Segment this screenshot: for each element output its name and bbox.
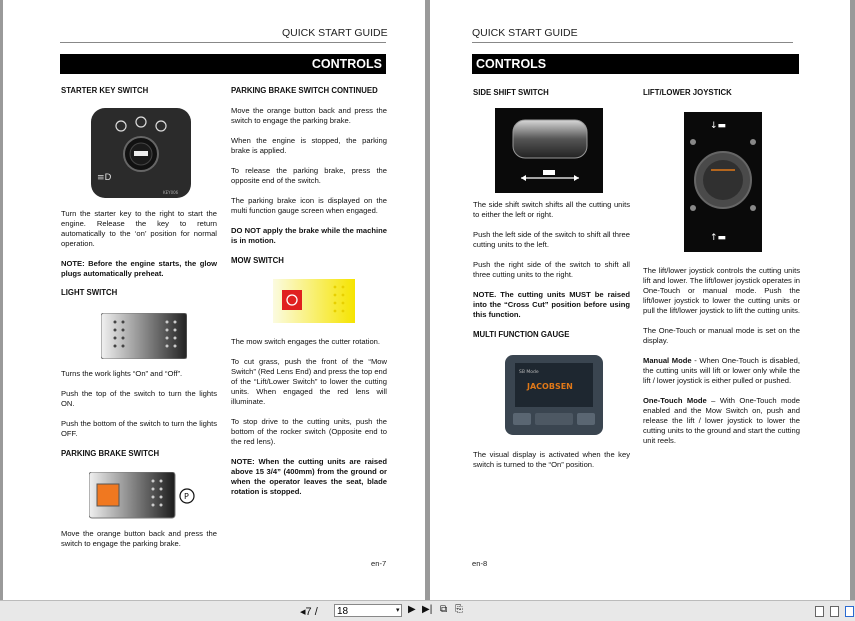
brake-cont-text-3: To release the parking brake, press the opposite end of the switch.	[231, 166, 387, 185]
column-right	[231, 86, 387, 266]
svg-text:SB Mode: SB Mode	[519, 370, 539, 375]
copy-icon[interactable]: ⎘	[455, 604, 463, 615]
svg-text:P: P	[184, 492, 189, 501]
mow-switch-text-3: To stop drive to the cutting units, push the bottom of the rocker switch (Opposite end to the red lens).	[231, 417, 387, 446]
brake-cont-text-2: When the engine is stopped, the parking brake is applied.	[231, 136, 387, 155]
one-touch-mode-text: One-Touch Mode – With One-Touch mode enabled and the Mow Switch on, push and release the lift / lower joystick to lower the cutting units to the ground and start the cutting unit reels.	[643, 396, 800, 445]
svg-text:≡D: ≡D	[97, 173, 112, 183]
page-number: en-7	[371, 559, 387, 568]
side-shift-note: NOTE. The cutting units MUST be raised into the “Cross Cut” position before using this function.	[473, 290, 630, 319]
two-page-view-icon[interactable]: ⧉	[440, 604, 448, 615]
last-page-icon[interactable]: ▶|	[422, 604, 433, 615]
current-page: 7	[305, 606, 312, 618]
side-shift-text-1: The side shift switch shifts all the cutting units to either the left or right.	[473, 200, 630, 219]
joystick-title: LIFT/LOWER JOYSTICK	[643, 88, 732, 97]
side-shift-text-3: Push the right side of the switch to shift all three cutting units to the right.	[473, 260, 630, 279]
mow-switch-text-1: The mow switch engages the cutter rotation.	[231, 337, 380, 346]
joystick-text-2: The One-Touch or manual mode is set on the display.	[643, 326, 800, 345]
starter-key-title: STARTER KEY SWITCH	[61, 86, 149, 95]
single-page-view-icon[interactable]	[815, 606, 824, 617]
document-page-right	[430, 0, 850, 600]
parking-brake-title: PARKING BRAKE SWITCH	[61, 449, 160, 458]
brake-cont-text-1: Move the orange button back and press the switch to engage the parking brake.	[231, 106, 387, 125]
side-shift-switch-image	[495, 108, 603, 198]
page-dropdown-icon[interactable]: ▾	[396, 607, 400, 614]
section-bar: CONTROLS	[60, 54, 386, 74]
page-header: QUICK START GUIDE	[282, 27, 388, 39]
continuous-view-icon[interactable]	[830, 606, 839, 617]
mow-switch-text-2: To cut grass, push the front of the “Mow Switch” (Red Lens End) and press the top end of the “Lift/Lower Switch” to lower the cutting units. When engaged the red lens will illuminate.	[231, 357, 387, 406]
mow-switch-image	[273, 279, 355, 328]
light-switch-text-1: Turns the work lights “On” and “Off”.	[61, 369, 183, 378]
column-right	[643, 88, 800, 98]
facing-view-icon[interactable]	[845, 606, 854, 617]
joystick-image	[684, 112, 762, 257]
previous-page-icon[interactable]: ◂	[300, 606, 306, 618]
gauge-text: The visual display is activated when the key switch is turned to the “On” position.	[473, 450, 630, 469]
svg-text:JACOBSEN: JACOBSEN	[527, 382, 573, 391]
side-shift-title: SIDE SHIFT SWITCH	[473, 88, 549, 97]
parking-brake-text: Move the orange button back and press the switch to engage the parking brake.	[61, 529, 217, 548]
multi-function-gauge-title: MULTI FUNCTION GAUGE	[473, 330, 570, 339]
light-switch-title: LIGHT SWITCH	[61, 288, 118, 297]
light-switch-text-3: Push the bottom of the switch to turn the lights OFF.	[61, 419, 217, 438]
joystick-text-1: The lift/lower joystick controls the cutting units lift and lower. The lift/lower joystick operates in One-Touch or manual mode. Push the lift/lower joystick to lower the cutting units or pull the lift/lower joystick to lift the cutting units.	[643, 266, 801, 315]
mow-switch-note: NOTE: When the cutting units are raised above 15 3/4” (400mm) from the ground or when the operator leaves the seat, blade rotation is stopped.	[231, 457, 387, 496]
page-counter: ◂7 /	[300, 606, 318, 618]
document-page-left	[3, 0, 425, 600]
starter-key-note: NOTE: Before the engine starts, the glow plugs automatically preheat.	[61, 259, 217, 278]
brake-warning: DO NOT apply the brake while the machine is in motion.	[231, 226, 387, 245]
svg-text:↑▬: ↑▬	[710, 233, 727, 243]
svg-text:KEY006: KEY006	[163, 190, 179, 195]
section-bar: CONTROLS	[472, 54, 799, 74]
header-rule	[472, 42, 793, 43]
column-left	[473, 88, 630, 98]
manual-mode-text: Manual Mode - When One-Touch is disabled, the cutting units will lift or lower only while the lift / lower joystick is either pulled or pushed.	[643, 356, 800, 385]
light-switch-image	[101, 313, 187, 364]
column-left	[61, 86, 217, 96]
page-header: QUICK START GUIDE	[472, 27, 578, 39]
light-switch-text-2: Push the top of the switch to turn the lights ON.	[61, 389, 217, 408]
parking-brake-cont-title: PARKING BRAKE SWITCH CONTINUED	[231, 86, 378, 95]
page-number-input[interactable]: 18	[334, 604, 402, 617]
page-number: en-8	[472, 559, 488, 568]
starter-key-image	[91, 108, 191, 203]
header-rule	[60, 42, 386, 43]
mow-switch-title: MOW SWITCH	[231, 256, 284, 265]
starter-key-text: Turn the starter key to the right to start the engine. Release the key to return automatically to the ‘on’ position for normal operation.	[61, 209, 217, 248]
viewer-toolbar	[0, 600, 855, 621]
brake-cont-text-4: The parking brake icon is displayed on the multi function gauge screen when engaged.	[231, 196, 387, 215]
svg-text:↓▬: ↓▬	[710, 121, 727, 131]
next-page-icon[interactable]: ▶	[408, 604, 416, 615]
multi-function-gauge-image	[505, 355, 603, 440]
parking-brake-image	[89, 472, 197, 525]
side-shift-text-2: Push the left side of the switch to shift all three cutting units to the left.	[473, 230, 630, 249]
